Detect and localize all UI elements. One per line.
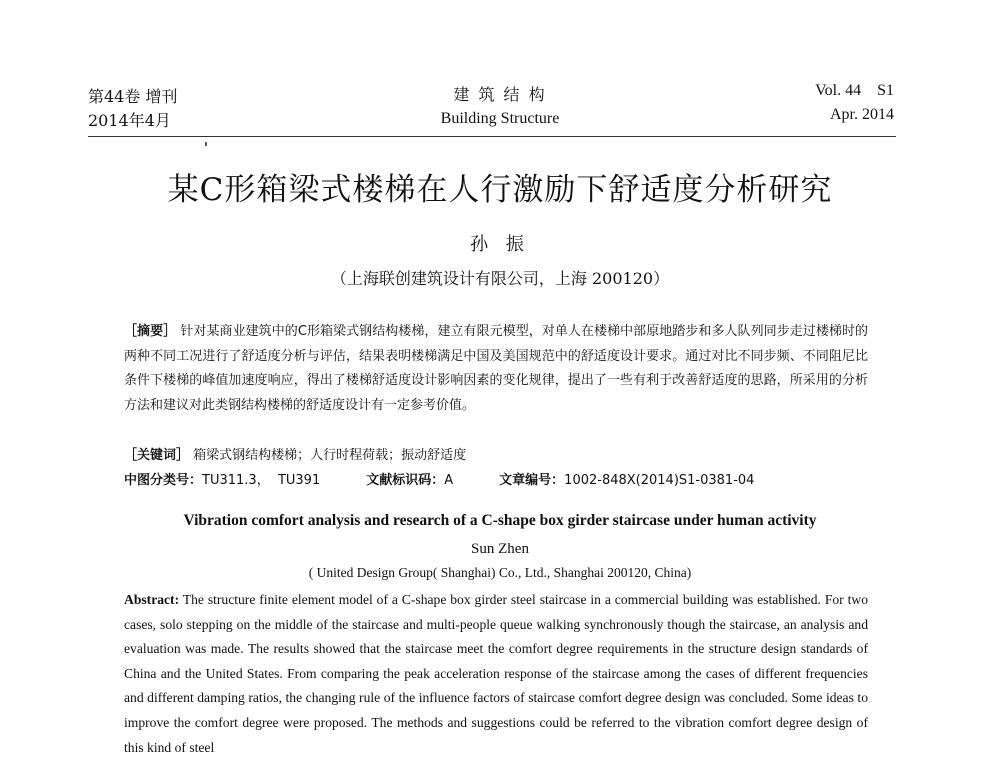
header-rule — [88, 136, 896, 137]
author-en: Sun Zhen — [471, 541, 529, 557]
journal-date: 2014年4月 — [88, 111, 171, 130]
journal-name-cn: 建 筑 结 构 — [453, 85, 547, 104]
article-no-label: 文章编号： — [499, 473, 565, 488]
abstract-en-text: The structure finite element model of a C-shape box girder steel staircase in a commercial building was established. For two cases, solo stepping on the middle of the staircase and multi-people queue walking synchronously though the staircase, an analysis and evaluation was made. The results showed that the staircase meet the comfort degree requirements in the structure design standards of China and the United States. From comparing the peak acceleration response of the staircase among the cases of different frequencies and different damping ratios, the changing rule of the influence factors of staircase comfort degree design was concluded. Some ideas to improve the comfort degree were proposed. The methods and suggestions could be referred to the vibration comfort degree design of this kind of steel — [124, 592, 868, 755]
doc-code-label: 文献标识码： — [366, 473, 445, 488]
author-cn: 孙 振 — [470, 234, 530, 255]
journal-date-en: Apr. 2014 — [830, 106, 894, 123]
paper-title-en: Vibration comfort analysis and research of a C-shape box girder staircase under human activity — [183, 512, 817, 529]
journal-name-en: Building Structure — [440, 110, 560, 127]
keywords-cn-label: ［关键词］ — [124, 448, 190, 463]
doc-code-value: A — [444, 473, 454, 488]
abstract-en-label: Abstract: — [124, 592, 180, 607]
journal-volume-en: Vol. 44 S1 — [815, 82, 894, 99]
journal-volume: 第44卷 增刊 — [88, 87, 178, 106]
abstract-cn-text: 针对某商业建筑中的C形箱梁式钢结构楼梯，建立有限元模型，对单人在楼梯中部原地踏步和多人队列同步走过楼梯时的两种不同工况进行了舒适度分析与评估，结果表明楼梯满足中国及美国规范中的舒适度设计要求。通过对比不同步频、不同阻尼比条件下楼梯的峰值加速度响应，得出了楼梯舒适度设计影响因素的变化规律，提出了一些有利于改善舒适度的思路，所采用的分析方法和建议对此类钢结构楼梯的舒适度设计有一定参考价值。 — [124, 324, 868, 413]
keywords-cn-text: 箱梁式钢结构楼梯；人行时程荷载；振动舒适度 — [193, 448, 467, 463]
abstract-en — [124, 588, 868, 760]
abstract-cn — [124, 320, 868, 418]
affiliation-cn: （上海联创建筑设计有限公司，上海 200120） — [330, 269, 670, 288]
clc-value: TU311.3， TU391 — [202, 473, 321, 488]
article-no-value: 1002-848X(2014)S1-0381-04 — [564, 473, 755, 488]
affiliation-en: ( United Design Group( Shanghai) Co., Ltd., Shanghai 200120, China) — [308, 565, 692, 580]
keywords-cn — [124, 444, 466, 463]
abstract-cn-label: ［摘要］ — [124, 324, 177, 339]
paper-title-cn: 某C形箱梁式楼梯在人行激励下舒适度分析研究 — [167, 172, 833, 208]
rule-tick — [205, 142, 207, 146]
clc-label: 中图分类号： — [124, 473, 203, 488]
classification-line — [124, 469, 760, 488]
